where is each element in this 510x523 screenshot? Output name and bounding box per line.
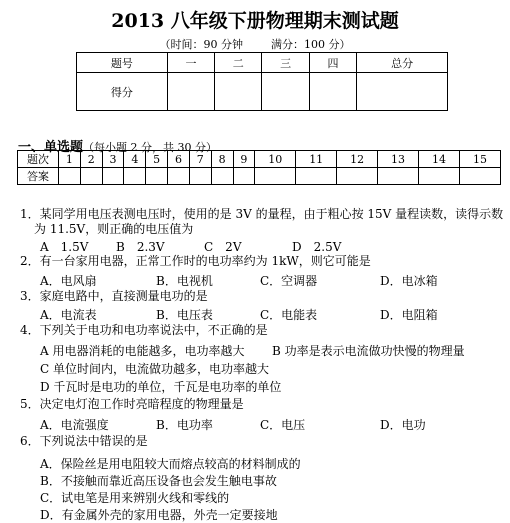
answer-cell xyxy=(168,168,190,185)
option: B．不接触而靠近高压设备也会发生触电事故 xyxy=(40,474,277,488)
answer-row-label: 题次 xyxy=(18,151,59,168)
answer-cell xyxy=(296,168,337,185)
option: C 单位时间内，电流做功越多，电功率越大 xyxy=(40,362,269,376)
option: D．电阻箱 xyxy=(380,308,438,322)
option: C 2V xyxy=(204,240,242,254)
answer-cell xyxy=(255,168,296,185)
question-number-cell: 5 xyxy=(146,151,168,168)
section-title: 一、单选题 xyxy=(18,140,84,155)
answer-cell xyxy=(419,168,460,185)
option: D．电冰箱 xyxy=(380,274,438,288)
question-stem: 2．有一台家用电器，正常工作时的电功率约为 1kW，则它可能是 xyxy=(20,254,371,268)
answer-cell xyxy=(337,168,378,185)
score-cell xyxy=(357,73,448,111)
question-number-cell: 7 xyxy=(189,151,211,168)
answer-row-label: 答案 xyxy=(18,168,59,185)
answer-cell xyxy=(124,168,146,185)
question-6 xyxy=(20,434,148,449)
option: D 千瓦时是电功的单位，千瓦是电功率的单位 xyxy=(40,380,282,394)
answer-cell xyxy=(459,168,500,185)
answer-cell xyxy=(211,168,233,185)
option: A．电流表 xyxy=(40,308,97,322)
question-number-cell: 13 xyxy=(378,151,419,168)
answer-cell xyxy=(378,168,419,185)
score-cell xyxy=(262,73,309,111)
question-stem: 1．某同学用电压表测电压时，使用的是 3V 的量程，由于粗心按 15V 量程读数，读得示数 xyxy=(20,207,504,221)
option: B．电视机 xyxy=(156,274,213,288)
option: B 2.3V xyxy=(116,240,165,254)
question-2 xyxy=(20,254,371,269)
score-header: 一 xyxy=(167,53,214,73)
page-title: 2013 八年级下册物理期末测试题 xyxy=(111,10,399,32)
option: A．保险丝是用电阻较大而熔点较高的材料制成的 xyxy=(40,457,301,471)
score-header: 三 xyxy=(262,53,309,73)
question-number-cell: 8 xyxy=(211,151,233,168)
option: A 1.5V xyxy=(40,240,89,254)
option: D．有金属外壳的家用电器，外壳一定要接地 xyxy=(40,508,278,522)
option: B 功率是表示电流做功快慢的物理量 xyxy=(272,344,465,358)
option: A 用电器消耗的电能越多，电功率越大 xyxy=(40,344,245,358)
option: C．电能表 xyxy=(260,308,318,322)
exam-time: （时间：90 分钟 xyxy=(159,38,243,51)
question-number-cell: 9 xyxy=(233,151,255,168)
score-header: 总分 xyxy=(357,53,448,73)
answer-cell xyxy=(146,168,168,185)
answer-table xyxy=(17,150,501,185)
exam-full-score: 满分：100 分） xyxy=(271,38,351,51)
question-number-cell: 1 xyxy=(59,151,81,168)
option: C．电压 xyxy=(260,418,306,432)
option: A．电风扇 xyxy=(40,274,97,288)
score-row-label: 得分 xyxy=(77,73,168,111)
question-stem-cont: 为 11.5V，则正确的电压值为 xyxy=(34,222,194,236)
question-number-cell: 4 xyxy=(124,151,146,168)
score-header: 四 xyxy=(309,53,356,73)
score-cell xyxy=(215,73,262,111)
answer-cell xyxy=(102,168,124,185)
question-number-cell: 15 xyxy=(459,151,500,168)
question-5 xyxy=(20,397,244,412)
question-3 xyxy=(20,289,208,304)
question-number-cell: 10 xyxy=(255,151,296,168)
option: C．空调器 xyxy=(260,274,318,288)
score-header: 题号 xyxy=(77,53,168,73)
score-cell xyxy=(167,73,214,111)
question-number-cell: 6 xyxy=(168,151,190,168)
answer-cell xyxy=(80,168,102,185)
question-stem: 4．下列关于电功和电功率说法中，不正确的是 xyxy=(20,323,268,337)
option: C．试电笔是用来辨别火线和零线的 xyxy=(40,491,230,505)
question-number-cell: 3 xyxy=(102,151,124,168)
question-4 xyxy=(20,323,268,338)
option: D 2.5V xyxy=(292,240,342,254)
question-stem: 5．决定电灯泡工作时亮暗程度的物理量是 xyxy=(20,397,244,411)
score-cell xyxy=(309,73,356,111)
question-stem: 3．家庭电路中，直接测量电功的是 xyxy=(20,289,208,303)
answer-cell xyxy=(189,168,211,185)
answer-cell xyxy=(59,168,81,185)
question-number-cell: 14 xyxy=(419,151,460,168)
question-number-cell: 12 xyxy=(337,151,378,168)
option: D．电功 xyxy=(380,418,426,432)
exam-info xyxy=(0,36,510,52)
section-note: （每小题 2 分，共 30 分） xyxy=(83,141,217,154)
score-header: 二 xyxy=(215,53,262,73)
question-number-cell: 2 xyxy=(80,151,102,168)
option: B．电功率 xyxy=(156,418,213,432)
option: B．电压表 xyxy=(156,308,213,322)
score-table xyxy=(76,52,448,111)
option: A．电流强度 xyxy=(40,418,109,432)
answer-cell xyxy=(233,168,255,185)
question-number-cell: 11 xyxy=(296,151,337,168)
question-stem: 6．下列说法中错误的是 xyxy=(20,434,148,448)
question-1 xyxy=(20,207,503,237)
